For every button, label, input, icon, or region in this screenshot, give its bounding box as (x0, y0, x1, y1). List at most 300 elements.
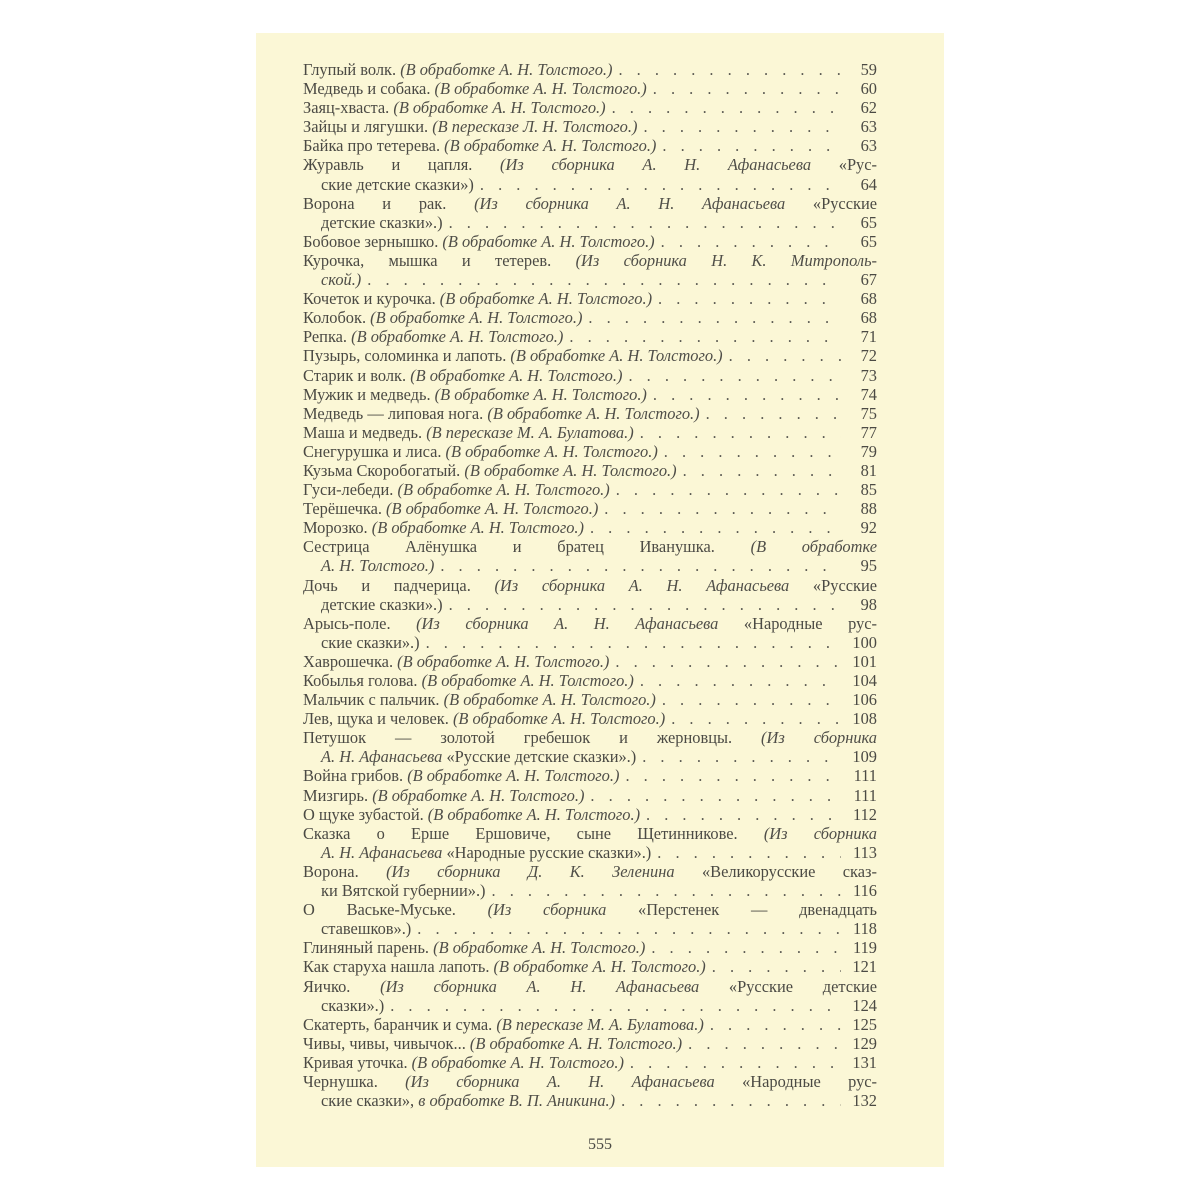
toc-entry-text (303, 862, 877, 881)
toc-entry (303, 117, 877, 136)
toc-entry (303, 308, 877, 327)
toc-entry-text (303, 709, 665, 728)
toc-entry-title: Кривая уточка. (303, 1052, 408, 1072)
toc-page-number: 104 (852, 671, 877, 690)
toc-page-number: 88 (860, 499, 877, 519)
toc-entry-text (321, 213, 443, 232)
toc-entry-line (303, 175, 877, 194)
toc-entry (303, 957, 877, 976)
toc-entry-source: (В пересказе М. А. Булатова.) (422, 422, 634, 442)
toc-entry-source: (В обработке А. Н. Толстого.) (381, 499, 599, 519)
toc-entry-title: О щуке зубастой. (303, 804, 424, 824)
toc-entry-line (303, 194, 877, 213)
toc-entry (303, 1072, 877, 1110)
toc-entry-title: Кобылья голова. (303, 671, 418, 690)
toc-entry-source: (Из сборника А. Н. Афанасьева (390, 613, 719, 633)
toc-entry (303, 938, 877, 957)
toc-entry-text (303, 251, 877, 270)
toc-entry-text (303, 824, 877, 843)
toc-page-number: 132 (852, 1091, 877, 1111)
dot-leader (661, 232, 841, 251)
toc-entry-line (303, 843, 877, 862)
toc-entry (303, 614, 877, 652)
toc-entry (303, 155, 877, 193)
toc-entry-title: Пузырь, соломинка и лапоть. (303, 346, 507, 366)
toc-entry-title: ские детские сказки») (321, 174, 474, 194)
toc-entry-title: Глиняный парень. (303, 938, 430, 958)
toc-entry-line (303, 728, 877, 747)
toc-entry-title: Колобок. (303, 308, 367, 328)
toc-entry (303, 977, 877, 1015)
toc-entry-source: (В обработке А. Н. Толстого.) (366, 308, 583, 328)
toc-entry-line (303, 996, 877, 1015)
toc-entry-line (303, 919, 877, 938)
toc-entry (303, 900, 877, 938)
toc-entry-line (303, 518, 877, 537)
toc-entry-line (303, 346, 877, 365)
toc-entry-line (303, 404, 877, 423)
toc-page-number: 131 (852, 1052, 877, 1072)
dot-leader (615, 652, 841, 671)
toc-entry-text (303, 232, 655, 251)
toc-entry-line (303, 556, 877, 575)
dot-leader (449, 595, 841, 614)
toc-entry-title: Заяц-хваста. (303, 98, 390, 118)
toc-entry-source: (В обработке А. Н. Толстого.) (347, 327, 564, 347)
toc-entry-text (321, 556, 434, 575)
dot-leader (664, 442, 841, 461)
toc-entry-line (303, 155, 877, 174)
toc-entry-text (321, 747, 636, 766)
toc-entry-title: ские сказки».) (321, 632, 420, 652)
page-number: 555 (588, 1136, 612, 1153)
dot-leader (440, 556, 841, 575)
toc-entry-text (303, 977, 877, 996)
dot-leader (643, 117, 841, 136)
toc-entry-title: Гуси-лебеди. (303, 480, 394, 500)
toc-entry-text (303, 194, 877, 213)
toc-entry-line (303, 1053, 877, 1072)
toc-entry-text (303, 652, 609, 671)
toc-entry-source: (В обработке А. Н. Толстого.) (460, 460, 677, 480)
toc-entry-title: Старик и волк. (303, 365, 407, 385)
toc-entry (303, 728, 877, 766)
toc-entry-text (303, 766, 619, 785)
dot-leader (646, 805, 841, 824)
toc-entry-title: Репка. (303, 327, 348, 347)
dot-leader (616, 480, 841, 499)
toc-entry-text (321, 996, 384, 1015)
toc-entry-title: Медведь — липовая нога. (303, 403, 484, 423)
toc-entry-text (303, 786, 584, 805)
toc-entry (303, 385, 877, 404)
toc-page-number: 116 (853, 881, 877, 901)
toc-entry-title: Сказка о Ерше Ершовиче, сыне Щетинникове. (303, 823, 738, 843)
toc-entry-title: Мальчик с пальчик. (303, 690, 440, 710)
toc-entry-text (303, 1015, 704, 1034)
toc-entry-line (303, 60, 877, 79)
dot-leader (367, 270, 841, 289)
toc-page-number: 111 (853, 785, 877, 805)
toc-entry-source: (В обработке А. Н. Толстого.) (483, 403, 700, 423)
toc-entry-text (303, 900, 877, 919)
toc-entry-source: А. Н. Толстого.) (321, 556, 435, 576)
toc-entry (303, 289, 877, 308)
toc-entry-title: «Русские (785, 193, 877, 213)
toc-entry-line (303, 938, 877, 957)
toc-entry-source: (В обработке А. Н. Толстого.) (435, 289, 653, 309)
toc-entry-title: Маша и медведь. (303, 422, 423, 442)
dot-leader (662, 136, 841, 155)
toc-entry-source: (В обработке А. Н. Толстого.) (423, 804, 641, 824)
toc-entry-title: Снегурушка и лиса. (303, 441, 442, 461)
toc-entry-source: (Из сборника (732, 728, 877, 748)
dot-leader (688, 1034, 841, 1053)
toc-entry (303, 499, 877, 518)
toc-entry-text (303, 480, 610, 499)
toc-page-number: 60 (860, 79, 877, 99)
table-of-contents (303, 60, 877, 1110)
toc-page-number: 81 (860, 460, 877, 480)
dot-leader (590, 518, 841, 537)
toc-entry-text (303, 537, 877, 556)
toc-entry-title: Курочка, мышка и тетерев. (303, 250, 552, 270)
dot-leader (604, 499, 841, 518)
toc-entry-text (303, 461, 677, 480)
toc-entry (303, 824, 877, 862)
toc-entry (303, 60, 877, 79)
toc-entry-line (303, 442, 877, 461)
toc-page-number: 119 (853, 938, 877, 958)
toc-entry (303, 327, 877, 346)
toc-entry-text (321, 595, 443, 614)
toc-entry (303, 442, 877, 461)
toc-entry-source: (В обработке А. Н. Толстого.) (393, 480, 610, 500)
toc-entry-line (303, 977, 877, 996)
toc-entry-title: Бобовое зернышко. (303, 231, 439, 251)
toc-entry (303, 404, 877, 423)
toc-page-number: 68 (860, 308, 877, 328)
dot-leader (628, 366, 841, 385)
toc-page-number: 118 (853, 919, 877, 939)
toc-entry-source: (В обработке А. Н. Толстого.) (368, 785, 585, 805)
toc-page-number: 71 (860, 327, 877, 347)
toc-entry-title: Война грибов. (303, 766, 404, 786)
toc-entry-source: (Из сборника А. Н. Афанасьева (377, 1071, 715, 1091)
toc-entry-line (303, 805, 877, 824)
toc-entry (303, 709, 877, 728)
toc-entry-text (303, 938, 645, 957)
toc-page-number: 95 (860, 556, 877, 576)
dot-leader (662, 690, 841, 709)
toc-entry-source: (В обработке А. Н. Толстого.) (448, 709, 666, 729)
toc-entry-title: сказки».) (321, 995, 385, 1015)
toc-entry (303, 805, 877, 824)
toc-page-number: 113 (853, 842, 877, 862)
toc-entry-line (303, 614, 877, 633)
toc-entry (303, 690, 877, 709)
dot-leader (569, 327, 841, 346)
toc-entry-title: детские сказки».) (321, 594, 443, 614)
toc-entry-source: (В обработке А. Н. Толстого.) (441, 441, 658, 461)
toc-entry-text (303, 155, 877, 174)
toc-entry-text (321, 270, 361, 289)
toc-entry-line (303, 461, 877, 480)
toc-entry-text (303, 79, 647, 98)
toc-entry-title: Скатерть, баранчик и сума. (303, 1014, 493, 1034)
toc-entry-line (303, 824, 877, 843)
toc-entry-source: (В обработке А. Н. Толстого.) (389, 98, 606, 118)
toc-page-number: 73 (860, 365, 877, 385)
toc-page-number: 109 (852, 747, 877, 767)
toc-entry-text (321, 843, 651, 862)
dot-leader (390, 996, 841, 1015)
toc-entry (303, 862, 877, 900)
toc-entry-text (321, 175, 474, 194)
toc-entry-source: (Из сборника (737, 823, 877, 843)
toc-entry-source: (В обработке А. Н. Толстого.) (438, 231, 655, 251)
toc-entry (303, 461, 877, 480)
toc-entry (303, 423, 877, 442)
toc-entry-source: (В обработке А. Н. Толстого.) (489, 957, 706, 977)
toc-entry (303, 1015, 877, 1034)
toc-entry-text (321, 1091, 615, 1110)
toc-entry-title: Медведь и собака. (303, 79, 431, 99)
dot-leader (671, 709, 841, 728)
toc-entry-source: (Из сборника Н. К. Митрополь- (551, 250, 877, 270)
toc-entry-source: (Из сборника (455, 900, 607, 920)
toc-entry-title: Зайцы и лягушки. (303, 117, 429, 137)
toc-page-number: 74 (860, 384, 877, 404)
toc-entry-title: «Народные рус- (714, 1071, 877, 1091)
toc-entry-title: Лев, щука и человек. (303, 709, 449, 729)
toc-entry-line (303, 423, 877, 442)
toc-page-number: 67 (860, 270, 877, 290)
toc-entry-source: (Из сборника А. Н. Афанасьева (350, 976, 700, 996)
toc-entry-line (303, 652, 877, 671)
toc-page-number: 79 (860, 441, 877, 461)
toc-entry-text (303, 671, 634, 690)
toc-entry-line (303, 79, 877, 98)
toc-entry-text (303, 117, 637, 136)
toc-page-number: 65 (860, 212, 877, 232)
toc-entry (303, 480, 877, 499)
toc-entry (303, 232, 877, 251)
toc-entry-line (303, 576, 877, 595)
toc-entry-source: (В обработке А. Н. Толстого.) (393, 651, 610, 671)
dot-leader (710, 1015, 841, 1034)
toc-entry-title: Мужик и медведь. (303, 384, 431, 404)
toc-entry-title: Арысь-поле. (303, 613, 391, 633)
toc-entry (303, 98, 877, 117)
dot-leader (729, 346, 841, 365)
toc-page-number: 100 (852, 632, 877, 652)
toc-entry-line (303, 709, 877, 728)
toc-entry-line (303, 136, 877, 155)
toc-entry (303, 576, 877, 614)
dot-leader (621, 1091, 841, 1110)
toc-entry (303, 79, 877, 98)
toc-entry-title: «Великорусские сказ- (674, 861, 877, 881)
toc-entry-text (303, 728, 877, 747)
toc-page-number: 68 (860, 289, 877, 309)
toc-entry-source: (Из сборника Д. К. Зеленина (358, 861, 675, 881)
dot-leader (640, 671, 841, 690)
toc-page-number: 98 (860, 594, 877, 614)
toc-page-number: 64 (860, 174, 877, 194)
toc-entry (303, 766, 877, 785)
toc-page-number: 111 (853, 766, 877, 786)
toc-entry-title: Дочь и падчерица. (303, 575, 471, 595)
toc-entry-text (303, 289, 652, 308)
toc-entry-title: Мизгирь. (303, 785, 369, 805)
toc-entry-source: (В обработке А. Н. Толстого.) (396, 60, 613, 79)
dot-leader (590, 786, 841, 805)
toc-entry-title: «Перстенек — двенадцать (606, 900, 877, 920)
toc-entry-title: Чивы, чивы, чивычок... (303, 1033, 466, 1053)
toc-page-number: 112 (853, 804, 877, 824)
toc-entry-source: (Из сборника А. Н. Афанасьева (472, 155, 812, 175)
dot-leader (426, 633, 841, 652)
toc-entry-source: (В обработке А. Н. Толстого.) (429, 938, 646, 958)
toc-page-number: 92 (860, 518, 877, 538)
toc-entry-source: (В обработке А. Н. Толстого.) (403, 766, 620, 786)
toc-entry-text (303, 60, 612, 79)
toc-page-number: 59 (860, 60, 877, 79)
toc-page-number: 101 (852, 651, 877, 671)
toc-entry-text (321, 633, 420, 652)
toc-entry-line (303, 900, 877, 919)
dot-leader (706, 404, 841, 423)
toc-entry-text (303, 366, 622, 385)
toc-entry-title: «Рус- (811, 155, 877, 175)
toc-entry-line (303, 766, 877, 785)
toc-entry-line (303, 881, 877, 900)
toc-entry-line (303, 327, 877, 346)
toc-entry-line (303, 957, 877, 976)
toc-entry-title: «Русские детские (699, 976, 877, 996)
dot-leader (657, 843, 841, 862)
toc-entry-source: (В обработке А. Н. Толстого.) (440, 136, 657, 156)
toc-entry-title: «Русские детские сказки».) (442, 747, 637, 767)
toc-entry-source: (В пересказе Л. Н. Толстого.) (428, 117, 638, 137)
toc-entry-title: Петушок — золотой гребешок и жерновцы. (303, 728, 733, 748)
toc-entry-source: (В обработке А. Н. Толстого.) (406, 365, 623, 385)
toc-entry-line (303, 537, 877, 556)
toc-entry-title: Ворона. (303, 861, 359, 881)
toc-entry-source: (В обработке А. Н. Толстого.) (367, 518, 584, 538)
toc-page-number: 63 (860, 117, 877, 137)
toc-entry-title: ки Вятской губернии».) (321, 881, 486, 901)
toc-entry-text (303, 346, 723, 365)
toc-entry-text (303, 957, 706, 976)
toc-entry-title: Ворона и рак. (303, 193, 447, 213)
toc-entry (303, 366, 877, 385)
toc-page-number: 77 (860, 422, 877, 442)
toc-entry-line (303, 1034, 877, 1053)
dot-leader (712, 957, 841, 976)
dot-leader (683, 461, 841, 480)
dot-leader (653, 79, 841, 98)
dot-leader (625, 766, 841, 785)
toc-entry-source: (В обработке А. Н. Толстого.) (407, 1052, 624, 1072)
toc-entry (303, 1053, 877, 1072)
toc-entry-source: (Из сборника А. Н. Афанасьева (446, 193, 786, 213)
toc-entry-source: (В обработке А. Н. Толстого.) (439, 690, 656, 710)
toc-entry-text (303, 690, 656, 709)
toc-entry-text (303, 1034, 682, 1053)
toc-entry-title: Терёшечка. (303, 499, 382, 519)
toc-entry-line (303, 289, 877, 308)
toc-entry-line (303, 308, 877, 327)
toc-entry (303, 346, 877, 365)
toc-entry-title: Чернушка. (303, 1071, 378, 1091)
toc-entry-text (303, 327, 563, 346)
toc-entry-text (321, 919, 411, 938)
toc-entry-line (303, 633, 877, 652)
toc-entry (303, 652, 877, 671)
toc-entry-title: «Народные русские сказки».) (442, 842, 652, 862)
toc-entry-line (303, 98, 877, 117)
toc-page-number: 63 (860, 136, 877, 156)
dot-leader (492, 881, 842, 900)
toc-entry-source: (В обработке А. Н. Толстого.) (506, 346, 723, 366)
toc-entry (303, 518, 877, 537)
toc-entry-line (303, 1072, 877, 1091)
toc-entry-title: Журавль и цапля. (303, 155, 473, 175)
toc-entry-title: ские сказки», (321, 1091, 415, 1111)
toc-entry-source: (В пересказе М. А. Булатова.) (492, 1014, 704, 1034)
toc-entry-line (303, 499, 877, 518)
toc-entry-text (303, 499, 598, 518)
toc-entry-text (303, 614, 877, 633)
toc-entry-title: Глупый волк. (303, 60, 397, 79)
toc-entry-text (303, 442, 658, 461)
toc-entry (303, 1034, 877, 1053)
dot-leader (653, 385, 841, 404)
book-page (256, 33, 944, 1167)
toc-entry-line (303, 251, 877, 270)
toc-entry-text (303, 308, 582, 327)
toc-entry-source: (В обработке (714, 537, 877, 557)
toc-entry-title: Морозко. (303, 518, 368, 538)
toc-entry-source: А. Н. Афанасьева (321, 747, 443, 767)
toc-entry (303, 786, 877, 805)
toc-entry-source: ской.) (321, 270, 362, 290)
dot-leader (449, 213, 841, 232)
toc-entry-source: (В обработке А. Н. Толстого.) (465, 1033, 683, 1053)
toc-entry-line (303, 747, 877, 766)
toc-entry-title: «Народные рус- (718, 613, 877, 633)
toc-entry-line (303, 232, 877, 251)
toc-page-number: 75 (860, 403, 877, 423)
toc-entry-text (303, 576, 877, 595)
toc-entry-line (303, 671, 877, 690)
toc-entry-text (303, 404, 700, 423)
dot-leader (618, 60, 841, 79)
toc-entry-title: Яичко. (303, 976, 351, 996)
toc-entry-line (303, 117, 877, 136)
toc-entry-text (303, 423, 634, 442)
toc-entry-source: А. Н. Афанасьева (321, 842, 443, 862)
toc-entry-title: детские сказки».) (321, 212, 443, 232)
toc-entry-line (303, 385, 877, 404)
toc-entry-text (321, 881, 486, 900)
toc-entry-line (303, 690, 877, 709)
toc-page-number: 72 (860, 346, 877, 366)
dot-leader (630, 1053, 841, 1072)
dot-leader (642, 747, 841, 766)
